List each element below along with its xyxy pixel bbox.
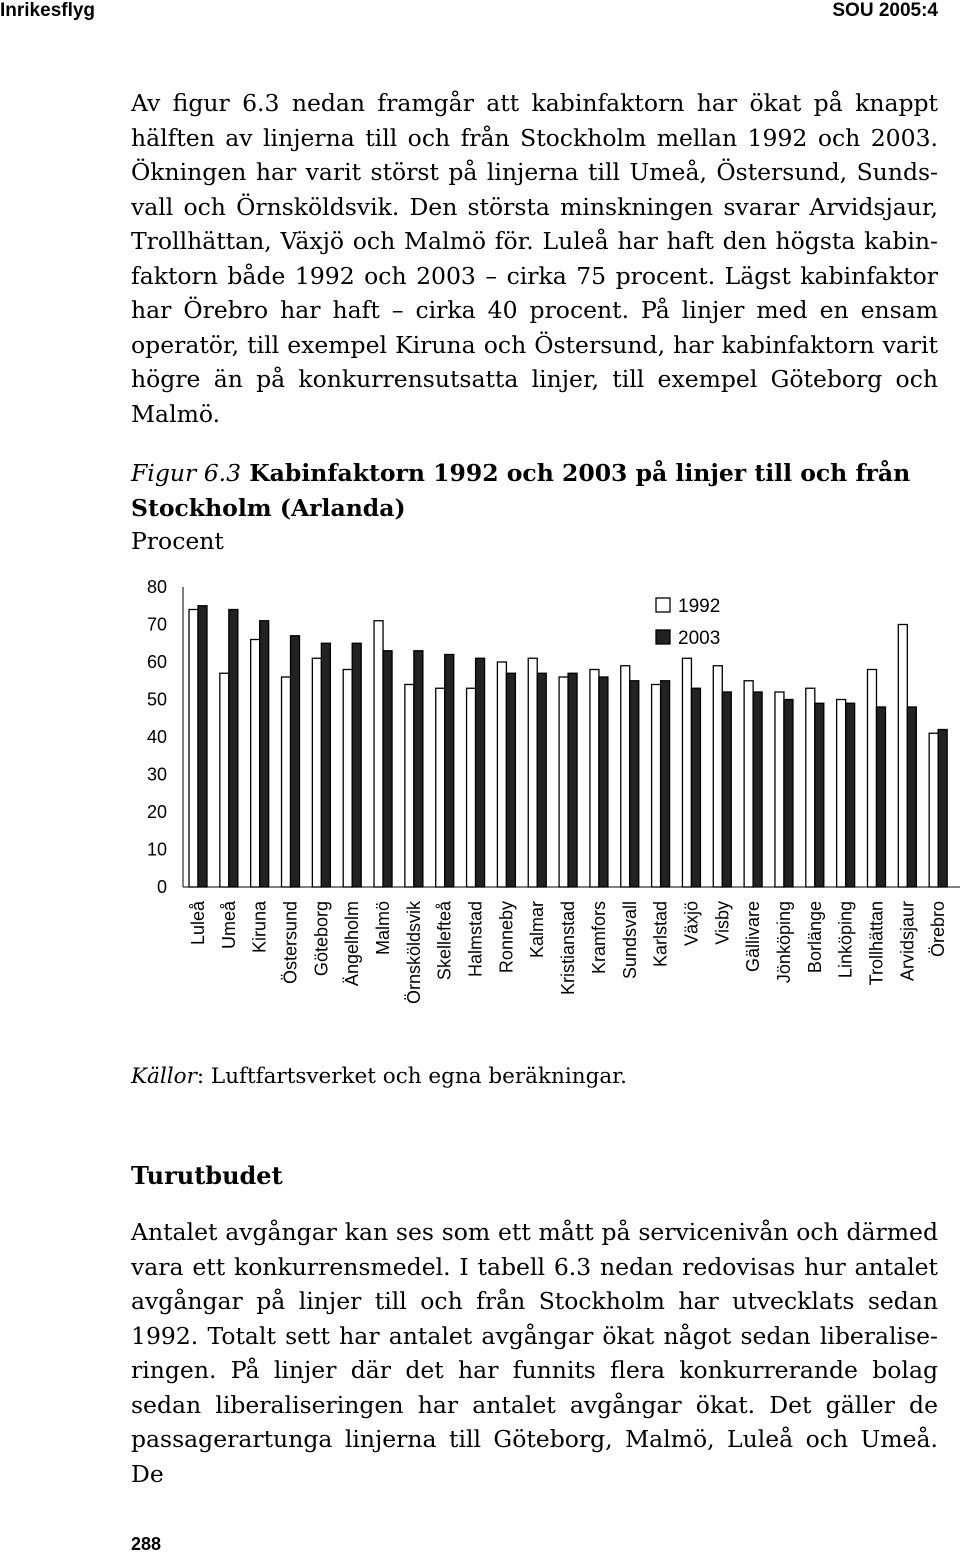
bar-2003 <box>599 677 608 887</box>
bar-2003 <box>537 673 546 887</box>
bar-2003 <box>907 707 916 887</box>
bar-2003 <box>784 700 793 888</box>
x-category-label: Ängelholm <box>342 901 363 987</box>
bar-1992 <box>621 666 630 887</box>
bar-2003 <box>876 707 885 887</box>
x-category-label: Ronneby <box>496 901 517 974</box>
y-tick-label: 30 <box>146 764 167 785</box>
bar-2003 <box>476 658 485 887</box>
bar-1992 <box>436 688 445 887</box>
bar-1992 <box>343 670 352 888</box>
bar-2003 <box>383 651 392 887</box>
x-category-label: Jönköping <box>773 901 794 984</box>
sources-text: : Luftfartsverket och egna beräkningar. <box>196 1064 627 1089</box>
bar-2003 <box>229 610 238 888</box>
x-category-label: Kalmar <box>527 901 548 959</box>
bar-1992 <box>189 610 198 888</box>
header-document-id: SOU 2005:4 <box>832 0 938 21</box>
bar-2003 <box>506 673 515 887</box>
x-category-label: Halmstad <box>465 901 486 978</box>
bar-2003 <box>445 655 454 888</box>
bar-2003 <box>815 703 824 887</box>
bar-2003 <box>321 643 330 887</box>
y-tick-label: 0 <box>156 877 167 897</box>
x-category-label: Borlänge <box>804 901 825 974</box>
sources-label: Källor <box>131 1064 197 1089</box>
x-category-label: Växjö <box>681 901 702 947</box>
bar-1992 <box>929 733 938 887</box>
bar-1992 <box>806 688 815 887</box>
running-header <box>0 0 960 24</box>
bar-1992 <box>775 692 784 887</box>
x-category-label: Luleå <box>188 901 208 946</box>
bar-1992 <box>312 658 321 887</box>
bar-2003 <box>722 692 731 887</box>
cabin-factor-bar-chart <box>0 570 960 1040</box>
body-paragraph-2: Antalet avgångar kan ses som ett mått på servicenivån och därmed vara ett konkurrensmedel. I tabell 6.3 nedan redovisas hur antalet avgångar på linjer till och från Stockholm har utvecklats sedan 1992. Totalt sett har antalet avgångar ökat något sedan liberaliseringen. På linjer där det har funnits flera konkurrerande bolag sedan liberaliseringen har antalet avgångar ökat. Det gäller de passagerartunga linjerna till Göteborg, Malmö, Luleå och Umeå. De <box>131 1218 938 1488</box>
bar-1992 <box>898 625 907 888</box>
figure-caption <box>131 456 938 525</box>
figure-unit: Procent <box>131 527 224 555</box>
y-tick-label: 60 <box>146 652 167 672</box>
y-tick-label: 10 <box>146 839 167 860</box>
x-category-label: Göteborg <box>311 901 332 977</box>
x-category-label: Trollhättan <box>866 901 887 986</box>
section-heading: Turutbudet <box>131 1161 283 1190</box>
bar-2003 <box>630 681 639 887</box>
legend-swatch-2003 <box>656 630 670 644</box>
bar-2003 <box>198 606 207 887</box>
legend-label-1992: 1992 <box>678 596 721 617</box>
page-number: 288 <box>131 1534 162 1554</box>
body-paragraph-1: Av figur 6.3 nedan framgår att kabinfaktorn har ökat på knappt hälften av linjerna till och från Stockholm mellan 1992 och 2003. Ökningen har varit störst på linjerna till Umeå, Östersund, Sundsvall och Örnsköldsvik. Den största minskningen svarar Arvidsjaur, Trollhättan, Växjö och Malmö för. Luleå har haft den högsta kabinfaktorn både 1992 och 2003 – cirka 75 procent. Lägst kabinfaktor har Örebro har haft – cirka 40 procent. På linjer med en ensam operatör, till exempel Kiruna och Östersund, har kabinfaktorn varit högre än på konkurrensutsatta linjer, till exempel Göteborg och Malmö. <box>131 89 938 428</box>
bar-1992 <box>559 677 568 887</box>
y-tick-label: 70 <box>146 614 167 635</box>
x-category-label: Skellefteå <box>434 901 455 981</box>
bar-1992 <box>282 677 291 887</box>
x-category-label: Linköping <box>835 901 856 979</box>
legend-label-2003: 2003 <box>678 628 721 649</box>
bar-2003 <box>414 651 423 887</box>
bar-1992 <box>251 640 260 888</box>
legend-swatch-1992 <box>656 598 670 612</box>
bar-1992 <box>713 666 722 887</box>
x-category-label: Kristianstad <box>558 901 579 996</box>
x-category-label: Sundsvall <box>619 901 640 980</box>
y-tick-label: 50 <box>146 689 167 710</box>
bar-2003 <box>661 681 670 887</box>
bar-1992 <box>405 685 414 888</box>
bar-1992 <box>467 688 476 887</box>
x-category-label: Malmö <box>373 901 394 956</box>
bar-1992 <box>374 621 383 887</box>
bar-1992 <box>682 658 691 887</box>
x-category-label: Örebro <box>928 901 949 958</box>
x-category-label: Östersund <box>280 901 301 985</box>
bar-1992 <box>744 681 753 887</box>
figure-label: Figur 6.3 <box>131 459 242 487</box>
x-category-label: Örnsköldsvik <box>403 901 424 1005</box>
y-tick-label: 80 <box>146 577 167 597</box>
y-tick-label: 20 <box>146 802 167 822</box>
x-category-label: Gällivare <box>743 901 764 973</box>
bar-1992 <box>590 670 599 888</box>
bar-1992 <box>837 700 846 888</box>
figure-sources <box>131 1060 627 1094</box>
header-section-title: Inrikesflyg <box>0 0 96 21</box>
bar-1992 <box>528 658 537 887</box>
y-tick-label: 40 <box>146 727 167 747</box>
bar-2003 <box>691 688 700 887</box>
bar-2003 <box>938 730 947 888</box>
bar-1992 <box>497 662 506 887</box>
bar-2003 <box>568 673 577 887</box>
bar-1992 <box>220 673 229 887</box>
figure-title: Kabinfaktorn 1992 och 2003 på linjer till och från Stockholm (Arlanda) <box>131 459 911 522</box>
bar-2003 <box>846 703 855 887</box>
x-category-label: Kramfors <box>588 901 609 975</box>
x-category-label: Umeå <box>218 901 239 950</box>
x-category-label: Kiruna <box>249 901 270 954</box>
x-category-label: Visby <box>712 901 733 945</box>
bar-1992 <box>652 685 661 888</box>
bar-1992 <box>867 670 876 888</box>
bar-2003 <box>753 692 762 887</box>
x-category-label: Arvidsjaur <box>897 901 918 982</box>
bar-2003 <box>260 621 269 887</box>
x-category-label: Karlstad <box>650 901 671 968</box>
bar-2003 <box>291 636 300 887</box>
bar-2003 <box>352 643 361 887</box>
